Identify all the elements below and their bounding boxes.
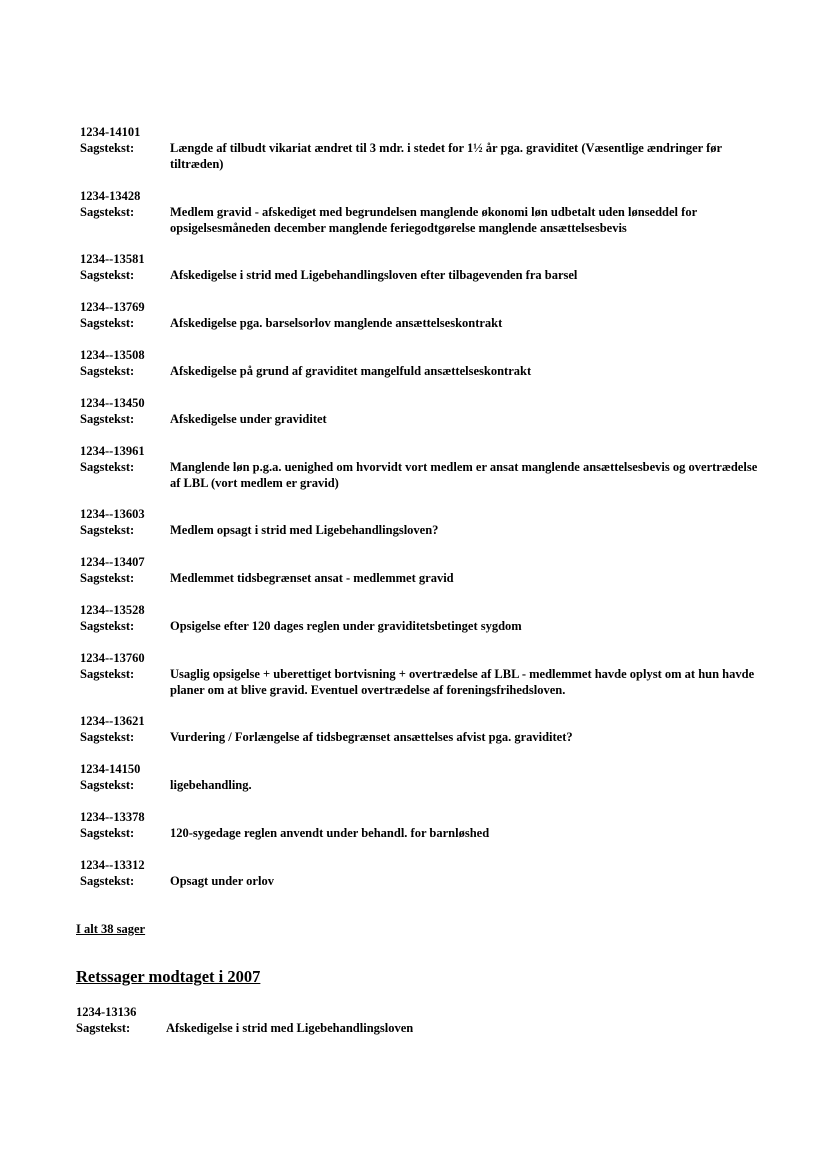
case-entry bbox=[80, 809, 760, 841]
case-number: 1234--13450 bbox=[80, 396, 145, 410]
case-number: 1234-13428 bbox=[80, 189, 141, 203]
case-entry bbox=[80, 713, 760, 745]
case-text: Usaglig opsigelse + uberettiget bortvisning + overtrædelse af LBL - medlemmet havde oplyst om at hun havde planer om at blive gravid. Eventuel overtrædelse af foreningsfrihedsloven. bbox=[170, 667, 755, 697]
case-label: Sagstekst: bbox=[80, 571, 135, 585]
case-entry bbox=[80, 188, 760, 236]
case-label: Sagstekst: bbox=[80, 141, 135, 155]
case-number: 1234--13961 bbox=[80, 444, 145, 458]
case-label: Sagstekst: bbox=[80, 874, 135, 888]
case-entry bbox=[80, 347, 760, 379]
case-text: Afskedigelse pga. barselsorlov manglende ansættelseskontrakt bbox=[170, 316, 503, 330]
case-number: 1234--13312 bbox=[80, 858, 145, 872]
case-text: Afskedigelse i strid med Ligebehandlingsloven efter tilbagevenden fra barsel bbox=[170, 268, 578, 282]
case-label: Sagstekst: bbox=[80, 205, 135, 219]
case-label: Sagstekst: bbox=[80, 412, 135, 426]
case-number: 1234--13581 bbox=[80, 252, 145, 266]
case-number: 1234-13136 bbox=[76, 1005, 137, 1019]
case-entry bbox=[80, 506, 760, 538]
case-text: Medlemmet tidsbegrænset ansat - medlemmet gravid bbox=[170, 571, 454, 585]
case-number: 1234--13760 bbox=[80, 651, 145, 665]
case-label: Sagstekst: bbox=[80, 523, 135, 537]
case-text: Afskedigelse under graviditet bbox=[170, 412, 327, 426]
case-label: Sagstekst: bbox=[80, 316, 135, 330]
case-text: Afskedigelse i strid med Ligebehandlingsloven bbox=[166, 1021, 414, 1035]
case-text: 120-sygedage reglen anvendt under behandl. for barnløshed bbox=[170, 826, 490, 840]
case-text: ligebehandling. bbox=[170, 778, 252, 792]
case-text: Vurdering / Forlængelse af tidsbegrænset ansættelses afvist pga. graviditet? bbox=[170, 730, 573, 744]
case-text: Opsigelse efter 120 dages reglen under graviditetsbetinget sygdom bbox=[170, 619, 522, 633]
case-entry bbox=[80, 395, 760, 427]
case-entry bbox=[80, 761, 760, 793]
case-label: Sagstekst: bbox=[80, 619, 135, 633]
case-number: 1234--13603 bbox=[80, 507, 145, 521]
case-number: 1234--13528 bbox=[80, 603, 145, 617]
case-label: Sagstekst: bbox=[80, 730, 135, 744]
case-label: Sagstekst: bbox=[80, 460, 135, 474]
case-text: Manglende løn p.g.a. uenighed om hvorvidt vort medlem er ansat manglende ansættelsesbevis og overtrædelse af LBL (vort medlem er gravid) bbox=[170, 460, 758, 490]
case-entry bbox=[80, 554, 760, 586]
case-number: 1234--13378 bbox=[80, 810, 145, 824]
case-number: 1234-14150 bbox=[80, 762, 141, 776]
case-entry bbox=[80, 251, 760, 283]
case-label: Sagstekst: bbox=[80, 826, 135, 840]
case-entry bbox=[80, 602, 760, 634]
case-text: Opsagt under orlov bbox=[170, 874, 274, 888]
case-entry bbox=[80, 857, 760, 889]
case-label: Sagstekst: bbox=[76, 1021, 131, 1035]
case-number: 1234-14101 bbox=[80, 125, 141, 139]
case-number: 1234--13508 bbox=[80, 348, 145, 362]
case-entry bbox=[80, 443, 760, 491]
case-text: Længde af tilbudt vikariat ændret til 3 mdr. i stedet for 1½ år pga. graviditet (Væsentlige ændringer før tiltræden) bbox=[170, 141, 722, 171]
case-entry bbox=[76, 1004, 756, 1036]
case-text: Medlem opsagt i strid med Ligebehandlingsloven? bbox=[170, 523, 439, 537]
case-label: Sagstekst: bbox=[80, 268, 135, 282]
case-text: Medlem gravid - afskediget med begrundelsen manglende økonomi løn udbetalt uden lønseddel for opsigelsesmåneden december manglende feriegodtgørelse manglende ansættelsesbevis bbox=[170, 205, 697, 235]
case-entry bbox=[80, 124, 760, 172]
case-text: Afskedigelse på grund af graviditet mangelfuld ansættelseskontrakt bbox=[170, 364, 532, 378]
case-number: 1234--13621 bbox=[80, 714, 145, 728]
section-heading: Retssager modtaget i 2007 bbox=[76, 967, 261, 986]
total-link[interactable]: I alt 38 sager bbox=[76, 922, 146, 936]
case-label: Sagstekst: bbox=[80, 667, 135, 681]
case-number: 1234--13407 bbox=[80, 555, 145, 569]
case-number: 1234--13769 bbox=[80, 300, 145, 314]
case-label: Sagstekst: bbox=[80, 364, 135, 378]
case-label: Sagstekst: bbox=[80, 778, 135, 792]
case-entry bbox=[80, 650, 760, 698]
case-entry bbox=[80, 299, 760, 331]
